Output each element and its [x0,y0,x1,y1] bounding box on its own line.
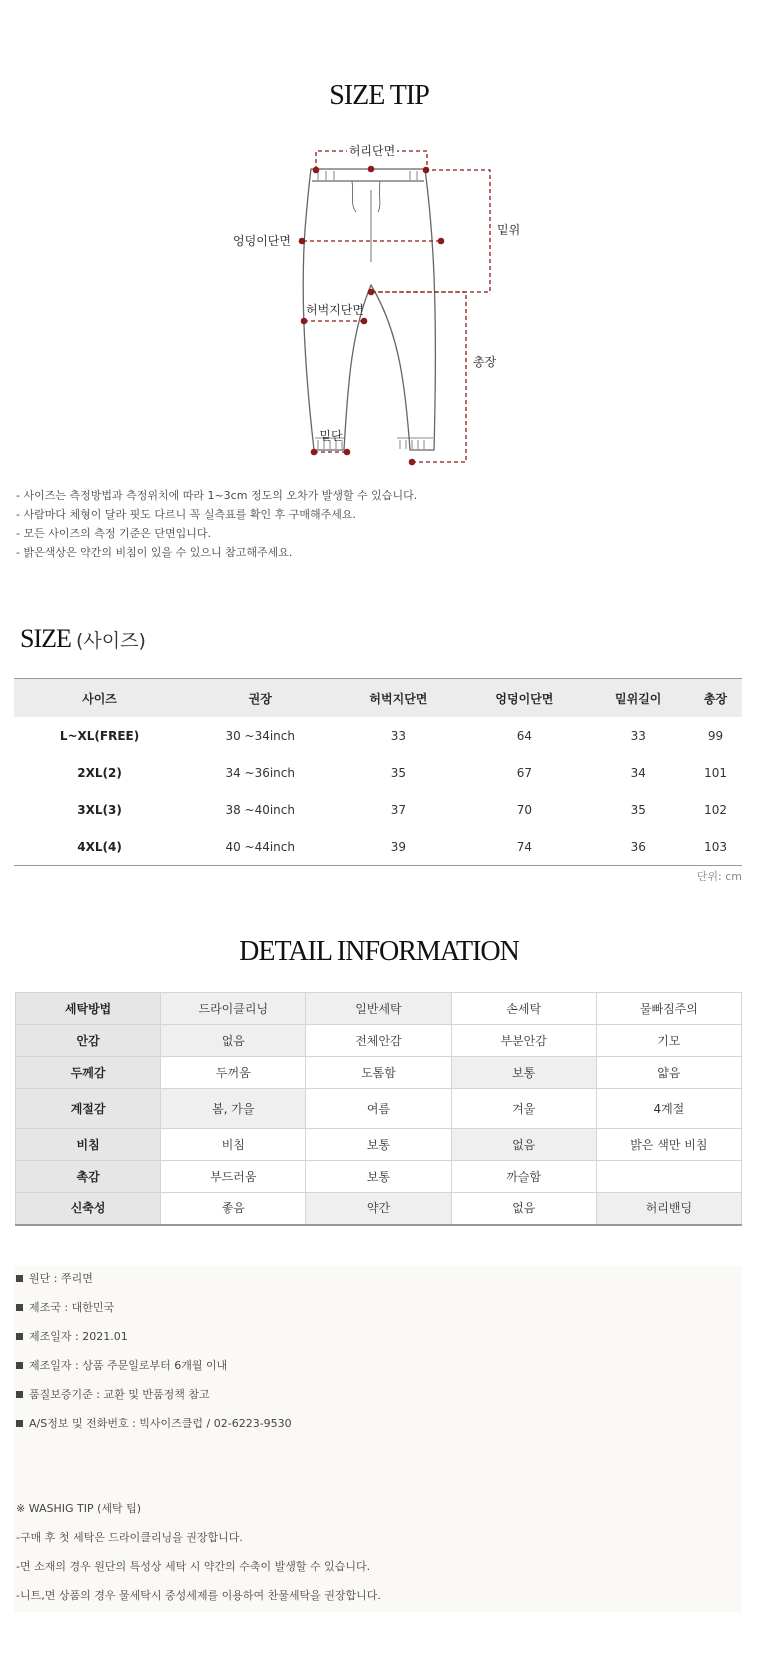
detail-cell: 두꺼움 [161,1057,306,1089]
detail-cell: 일반세탁 [306,993,451,1025]
detail-row [16,1161,742,1193]
square-bullet-icon [16,1333,23,1340]
size-cell: 36 [587,828,689,866]
size-header-recommended: 권장 [185,679,335,718]
size-header-size: 사이즈 [14,679,185,718]
size-cell: 33 [390,728,407,743]
size-cell: 37 [390,802,407,817]
info-item [16,1357,292,1386]
wash-item: -면 소재의 경우 원단의 특성상 세탁 시 약간의 수축이 발생할 수 있습니다. [16,1560,371,1573]
note-item: - 밝은색상은 약간의 비침이 있을 수 있으니 참고해주세요. [16,546,293,559]
size-header-hip: 엉덩이단면 [461,679,587,718]
detail-row-label: 촉감 [16,1161,161,1193]
measure-dot [311,449,318,456]
size-cell: 101 [704,765,727,780]
waist-label: 허리단면 [348,144,396,158]
info-text: 제조일자 : 상품 주문일로부터 6개월 이내 [29,1359,228,1372]
size-cell: 99 [707,728,724,743]
drawstring-left [352,181,356,212]
size-table-row [14,791,742,828]
detail-row [16,993,742,1025]
size-cell: 2XL(2) [77,765,122,780]
square-bullet-icon [16,1362,23,1369]
hip-label: 엉덩이단면 [233,234,291,248]
detail-row-label: 안감 [16,1025,161,1057]
size-table-row [14,717,742,754]
detail-cell: 보통 [306,1161,451,1193]
measure-dot [423,167,430,174]
measure-dot [361,318,368,325]
detail-cell: 부분안감 [451,1025,596,1057]
size-table [14,678,742,866]
size-cell: 67 [516,765,533,780]
detail-cell: 없음 [161,1025,306,1057]
detail-cell: 보통 [451,1057,596,1089]
detail-row-label: 세탁방법 [16,993,161,1025]
info-item [16,1299,292,1328]
size-header-length: 총장 [689,679,742,718]
cuff-right [397,438,433,449]
size-cell: 35 [390,765,407,780]
square-bullet-icon [16,1275,23,1282]
detail-cell: 부드러움 [161,1161,306,1193]
detail-cell: 물빠짐주의 [596,993,741,1025]
info-text: 제조국 : 대한민국 [29,1301,115,1314]
detail-cell: 도톰함 [306,1057,451,1089]
size-title-ko: (사이즈) [75,630,146,652]
size-cell: 4XL(4) [14,828,185,866]
size-tip-title: SIZE TIP [329,80,429,111]
size-notes [16,486,417,562]
unit-note: 단위: cm [696,870,742,883]
detail-cell: 전체안감 [306,1025,451,1057]
measure-dot [301,318,308,325]
info-text: 품질보증기준 : 교환 및 반품정책 참고 [29,1388,210,1401]
detail-cell: 비침 [161,1129,306,1161]
detail-cell: 보통 [306,1129,451,1161]
detail-cell: 기모 [596,1025,741,1057]
length-label: 총장 [473,355,497,369]
size-cell: 64 [516,728,533,743]
size-header-thigh: 허벅지단면 [335,679,461,718]
measure-dot [438,238,445,245]
detail-cell: 겨울 [451,1089,596,1129]
info-text: A/S정보 및 전화번호 : 빅사이즈클럽 / 02-6223-9530 [29,1417,292,1430]
detail-cell: 드라이클리닝 [161,993,306,1025]
detail-cell: 까슬함 [451,1161,596,1193]
size-table-row [14,828,742,866]
waistband-ruching [318,171,417,180]
detail-row-label: 비침 [16,1129,161,1161]
measure-dot [299,238,306,245]
detail-row-label: 신축성 [16,1193,161,1225]
info-text: 원단 : 쭈리면 [29,1272,93,1285]
size-cell: 102 [704,802,727,817]
size-cell: 39 [335,828,461,866]
detail-cell: 없음 [451,1129,596,1161]
product-info-list [16,1270,292,1444]
detail-table [15,992,742,1226]
info-text: 제조일자 : 2021.01 [29,1330,128,1343]
info-item [16,1270,292,1299]
size-cell: 30 ~34inch [225,728,295,743]
detail-cell: 없음 [451,1193,596,1225]
measure-dot [344,449,351,456]
measure-dot [368,289,375,296]
pants-measurement-diagram [0,0,758,480]
detail-cell: 약간 [306,1193,451,1225]
info-item [16,1415,292,1444]
detail-cell: 손세탁 [451,993,596,1025]
size-heading [20,624,146,654]
detail-row-label: 두께감 [16,1057,161,1089]
size-cell: 70 [516,802,533,817]
washing-tip [16,1500,381,1616]
info-item [16,1386,292,1415]
size-cell: 34 [630,765,646,780]
square-bullet-icon [16,1304,23,1311]
detail-row [16,1129,742,1161]
detail-row [16,1193,742,1225]
wash-title: ※ WASHIG TIP (세탁 팁) [16,1502,142,1515]
size-cell: 38 ~40inch [225,802,295,817]
detail-cell: 여름 [306,1089,451,1129]
note-item: - 사이즈는 측정방법과 측정위치에 따라 1~3cm 정도의 오차가 발생할 수 있습니다. [16,489,418,502]
measure-dot [368,166,375,173]
size-cell: 40 ~44inch [185,828,335,866]
square-bullet-icon [16,1420,23,1427]
measure-dot [313,167,320,174]
detail-title: DETAIL INFORMATION [239,936,519,967]
size-header-rise: 밑위길이 [587,679,689,718]
size-cell: 103 [689,828,742,866]
wash-item: -니트,면 상품의 경우 물세탁시 중성세제를 이용하여 찬물세탁을 권장합니다. [16,1589,381,1602]
detail-row [16,1057,742,1089]
detail-cell: 허리밴딩 [596,1193,741,1225]
note-item: - 사람마다 체형이 달라 핏도 다르니 꼭 실측표를 확인 후 구매해주세요. [16,508,356,521]
size-cell: 74 [461,828,587,866]
hem-label: 밑단 [319,429,343,443]
size-cell: 33 [630,728,646,743]
measure-dot [409,459,416,466]
rise-measure-line [371,170,490,292]
detail-row [16,1025,742,1057]
size-title-en: SIZE [20,624,71,653]
detail-cell: 좋음 [161,1193,306,1225]
rise-label: 밑위 [497,223,521,237]
detail-row-label: 계절감 [16,1089,161,1129]
detail-cell: 봄, 가을 [161,1089,306,1129]
size-cell: 34 ~36inch [225,765,295,780]
detail-cell: 얇음 [596,1057,741,1089]
detail-cell [596,1161,741,1193]
thigh-label: 허벅지단면 [306,303,364,317]
note-item: - 모든 사이즈의 측정 기준은 단면입니다. [16,527,211,540]
size-cell: 35 [630,802,646,817]
size-cell: L~XL(FREE) [59,728,140,743]
size-cell: 3XL(3) [77,802,122,817]
wash-item: -구매 후 첫 세탁은 드라이클리닝을 권장합니다. [16,1531,243,1544]
detail-cell: 4계절 [596,1089,741,1129]
detail-row [16,1089,742,1129]
drawstring-right [378,181,380,212]
size-table-header-row [14,679,742,718]
detail-cell: 밝은 색만 비침 [596,1129,741,1161]
length-measure-line [371,292,466,462]
info-item [16,1328,292,1357]
size-table-row [14,754,742,791]
square-bullet-icon [16,1391,23,1398]
